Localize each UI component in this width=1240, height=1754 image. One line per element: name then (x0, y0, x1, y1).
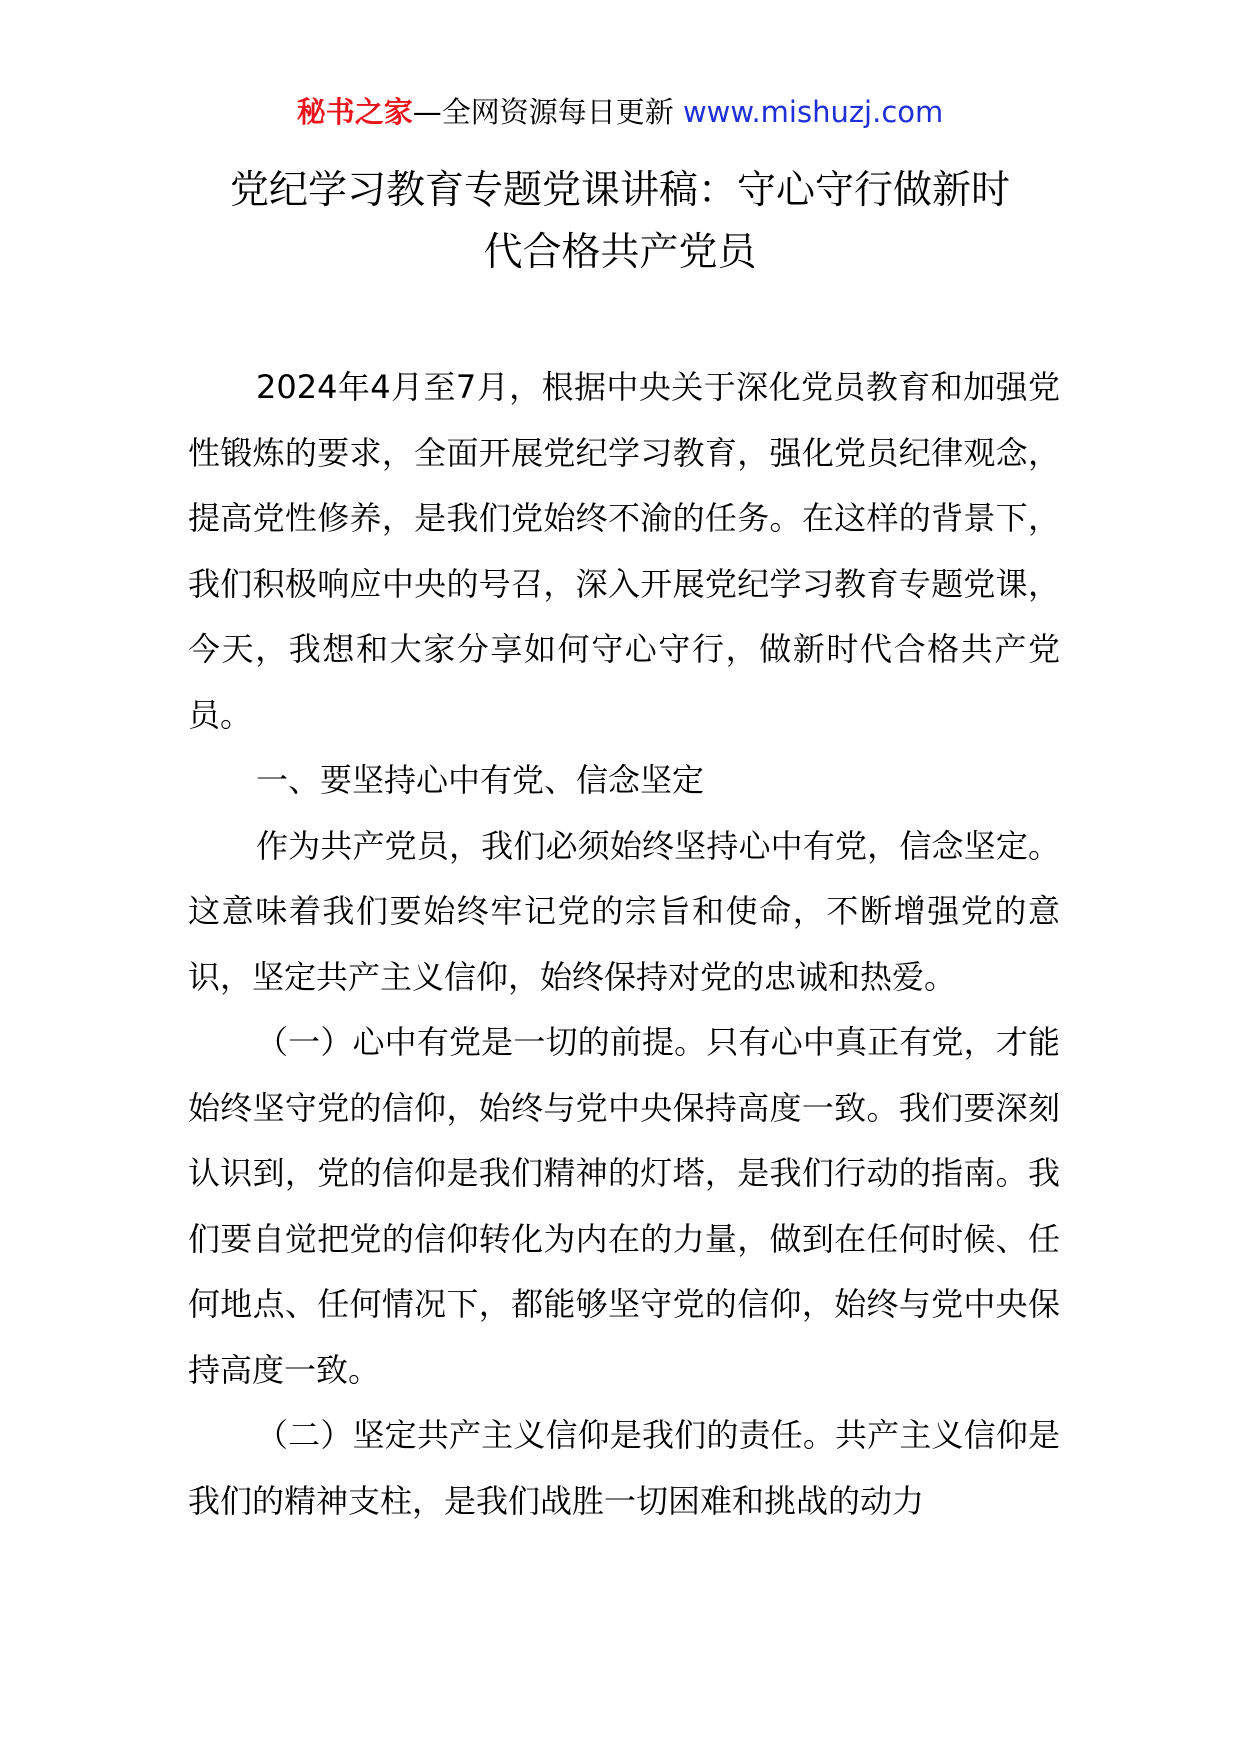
site-url-link[interactable]: www.mishuzj.com (682, 95, 944, 129)
subsection-1-paragraph: （一）心中有党是一切的前提。只有心中真正有党，才能始终坚守党的信仰，始终与党中央保持高度一致。我们要深刻认识到，党的信仰是我们精神的灯塔，是我们行动的指南。我们要自觉把党的信仰转化为内在的力量，做到在任何时候、任何地点、任何情况下，都能够坚守党的信仰，始终与党中央保持高度一致。 (188, 1023, 1060, 1389)
section-heading-1: 一、要坚持心中有党、信念坚定 (256, 761, 705, 799)
header-tagline: —全网资源每日更新 (412, 95, 683, 129)
document-title (120, 160, 1120, 284)
subsection-2-paragraph: （二）坚定共产主义信仰是我们的责任。共产主义信仰是我们的精神支柱，是我们战胜一切困难和挑战的动力 (188, 1416, 1060, 1520)
document-body (188, 355, 1060, 1534)
title-line-2: 代合格共产党员 (483, 230, 757, 275)
brand-name: 秘书之家 (296, 95, 413, 129)
title-line-1: 党纪学习教育专题党课讲稿：守心守行做新时 (229, 168, 1010, 213)
site-header (0, 92, 1240, 132)
intro-paragraph: 2024年4月至7月，根据中央关于深化党员教育和加强党性锻炼的要求，全面开展党纪学习教育，强化党员纪律观念，提高党性修养，是我们党始终不渝的任务。在这样的背景下，我们积极响应中央的号召，深入开展党纪学习教育专题党课，今天，我想和大家分享如何守心守行，做新时代合格共产党员。 (188, 368, 1060, 734)
section-1-paragraph: 作为共产党员，我们必须始终坚持心中有党，信念坚定。这意味着我们要始终牢记党的宗旨和使命，不断增强党的意识，坚定共产主义信仰，始终保持对党的忠诚和热爱。 (188, 826, 1060, 996)
